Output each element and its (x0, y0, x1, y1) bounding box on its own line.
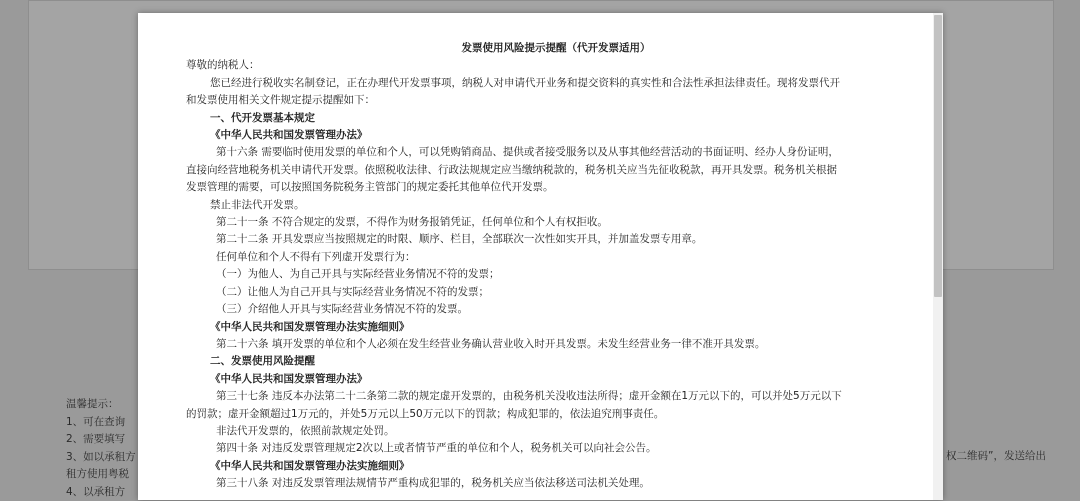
article-text: 第三十八条 对违反发票管理法规情节严重构成犯罪的，税务机关应当依法移送司法机关处理。 (186, 475, 896, 492)
modal-title: 发票使用风险提示提醒（代开发票适用） (216, 40, 896, 57)
invoice-risk-modal (138, 13, 943, 500)
modal-scrollbar[interactable] (933, 13, 943, 500)
article-text: 禁止非法代开发票。 (186, 197, 896, 214)
modal-content (186, 40, 896, 493)
tips-item: 租方使用粤税 (66, 466, 1066, 484)
article-text: 任何单位和个人不得有下列虚开发票行为： (186, 249, 896, 266)
list-item: （三）介绍他人开具与实际经营业务情况不符的发票。 (186, 301, 896, 318)
list-item: （一）为他人、为自己开具与实际经营业务情况不符的发票； (186, 266, 896, 283)
list-item: （二）让他人为自己开具与实际经营业务情况不符的发票； (186, 284, 896, 301)
law-title: 《中华人民共和国发票管理办法实施细则》 (186, 458, 896, 475)
law-title: 《中华人民共和国发票管理办法》 (186, 371, 896, 388)
salutation: 尊敬的纳税人： (186, 57, 896, 74)
article-text: 直接向经营地税务机关申请代开发票。依照税收法律、行政法规规定应当缴纳税款的，税务机关应当先征收税款，再开具发票。税务机关根据 (186, 162, 896, 179)
article-text: 的罚款；虚开金额超过1万元的，并处5万元以上50万元以下的罚款；构成犯罪的，依法追究刑事责任。 (186, 406, 896, 423)
intro-text: 和发票使用相关文件规定提示提醒如下： (186, 92, 896, 109)
law-title: 《中华人民共和国发票管理办法》 (186, 127, 896, 144)
tips-item: 1、可在查询 (66, 414, 1066, 432)
article-text: 第二十二条 开具发票应当按照规定的时限、顺序、栏目，全部联次一次性如实开具，并加盖发票专用章。 (186, 231, 896, 248)
intro-text: 您已经进行税收实名制登记，正在办理代开发票事项，纳税人对申请代开业务和提交资料的真实性和合法性承担法律责任。现将发票代开 (186, 75, 896, 92)
article-text: 第二十一条 不符合规定的发票，不得作为财务报销凭证，任何单位和个人有权拒收。 (186, 214, 896, 231)
tips-item: 2、需要填写 (66, 431, 1066, 449)
tips-item: 4、以承租方 (66, 484, 1066, 501)
article-text: 发票管理的需要，可以按照国务院税务主管部门的规定委托其他单位代开发票。 (186, 179, 896, 196)
article-text: 第十六条 需要临时使用发票的单位和个人，可以凭购销商品、提供或者接受服务以及从事其他经营活动的书面证明、经办人身份证明， (186, 144, 896, 161)
article-text: 第三十七条 违反本办法第二十二条第二款的规定虚开发票的，由税务机关没收违法所得；虚开金额在1万元以下的，可以并处5万元以下 (186, 388, 896, 405)
section-heading: 二、发票使用风险提醒 (186, 353, 896, 370)
article-text: 第四十条 对违反发票管理规定2次以上或者情节严重的单位和个人，税务机关可以向社会公告。 (186, 440, 896, 457)
article-text: 第二十六条 填开发票的单位和个人必须在发生经营业务确认营业收入时开具发票。未发生经营业务一律不准开具发票。 (186, 336, 896, 353)
tips-heading: 温馨提示： (66, 396, 1066, 414)
law-title: 《中华人民共和国发票管理办法实施细则》 (186, 319, 896, 336)
background-extra-text: 权二维码”，发送给出 (946, 448, 1046, 463)
scrollbar-thumb[interactable] (934, 15, 942, 297)
article-text: 非法代开发票的，依照前款规定处罚。 (186, 423, 896, 440)
section-heading: 一、代开发票基本规定 (186, 110, 896, 127)
tips-item: 3、如以承租方 (66, 449, 1066, 467)
